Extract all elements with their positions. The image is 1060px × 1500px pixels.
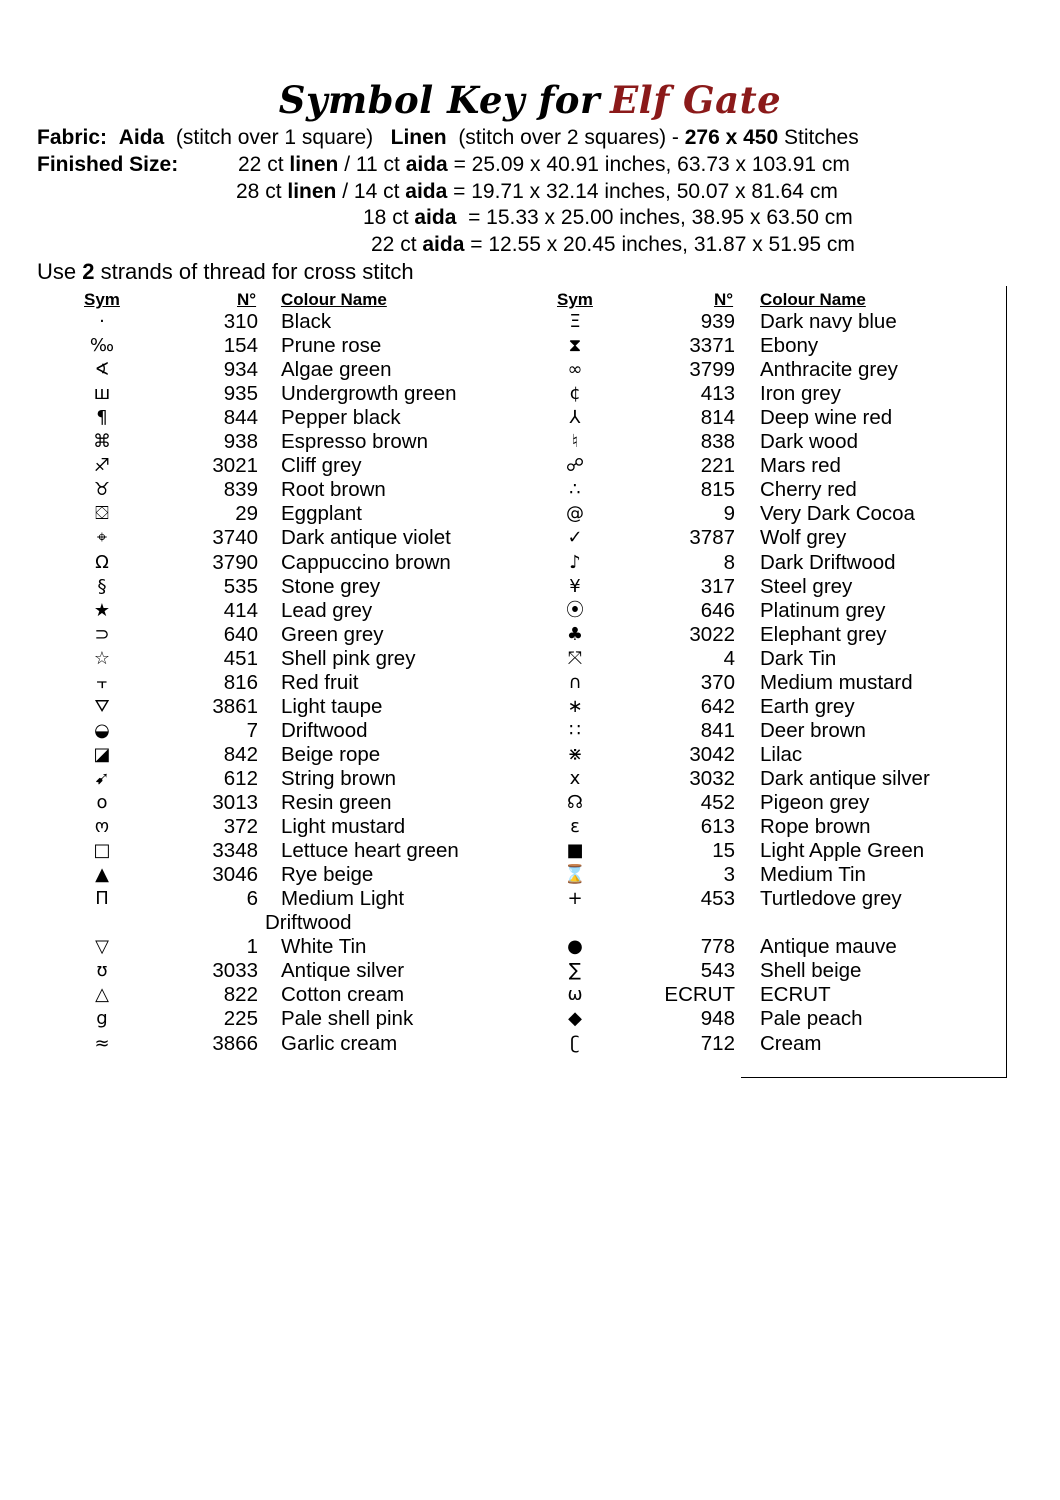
table-row bbox=[0, 599, 1060, 623]
stitch-symbol: ♣ bbox=[566, 623, 584, 645]
table-row bbox=[0, 719, 1060, 743]
colour-name: Pale shell pink bbox=[281, 1007, 414, 1031]
table-row bbox=[0, 983, 1060, 1007]
thread-number: 612 bbox=[223, 766, 258, 790]
colour-name: Light taupe bbox=[281, 694, 383, 718]
stitch-symbol: ◒ bbox=[94, 719, 110, 741]
colour-name: Iron grey bbox=[760, 382, 841, 406]
thread-number: 3 bbox=[723, 863, 735, 887]
thread-number: 372 bbox=[223, 815, 258, 839]
thread-number: 453 bbox=[700, 887, 735, 911]
colour-name: Espresso brown bbox=[281, 430, 428, 454]
stitch-symbol: ≈ bbox=[94, 1032, 110, 1054]
thread-number: 3033 bbox=[212, 959, 258, 983]
fabric-aida: Aida bbox=[118, 126, 165, 149]
stitch-symbol: ¥ bbox=[569, 575, 581, 597]
thread-number: 317 bbox=[700, 574, 735, 598]
strands-pre: Use bbox=[37, 259, 83, 284]
size-line bbox=[238, 152, 850, 178]
size-line-3-post: = 12.55 x 20.45 inches, 31.87 x 51.95 cm bbox=[464, 233, 855, 256]
table-row bbox=[0, 887, 1060, 911]
colour-name: Beige rope bbox=[281, 742, 381, 766]
fabric-linen-note: (stitch over 2 squares) - bbox=[458, 126, 679, 149]
stitch-symbol: ⧗ bbox=[568, 335, 582, 357]
colour-name: Elephant grey bbox=[760, 622, 887, 646]
thread-number: 613 bbox=[700, 815, 735, 839]
colour-name: Turtledove grey bbox=[760, 887, 902, 911]
colour-name: Rope brown bbox=[760, 815, 871, 839]
size-line bbox=[236, 179, 838, 205]
header-sym-right: Sym bbox=[557, 290, 593, 309]
colour-name: White Tin bbox=[281, 935, 367, 959]
colour-name: Deep wine red bbox=[760, 406, 893, 430]
size-line-3-bold1: aida bbox=[422, 233, 465, 256]
finished-size-label-text: Finished Size: bbox=[37, 153, 179, 176]
thread-number: 822 bbox=[223, 983, 258, 1007]
colour-name: Dark Driftwood bbox=[760, 550, 896, 574]
thread-number: 221 bbox=[700, 454, 735, 478]
thread-number: 3021 bbox=[212, 454, 258, 478]
stitch-symbol: Π bbox=[95, 888, 109, 910]
table-row bbox=[0, 767, 1060, 791]
thread-number: 29 bbox=[235, 502, 258, 526]
thread-number: 414 bbox=[223, 598, 258, 622]
stitch-symbol: ⅄ bbox=[569, 407, 581, 429]
size-line-1-pre: 28 ct bbox=[236, 180, 288, 203]
header-name-right: Colour Name bbox=[760, 290, 866, 309]
stitch-symbol: ш bbox=[93, 383, 111, 405]
colour-name: Light mustard bbox=[281, 815, 406, 839]
thread-number: ECRUT bbox=[664, 983, 735, 1007]
thread-number: 543 bbox=[700, 959, 735, 983]
stitch-symbol: Ω bbox=[95, 551, 109, 573]
thread-number: 3348 bbox=[212, 839, 258, 863]
stitch-symbol: ∞ bbox=[567, 359, 583, 381]
thread-number: 838 bbox=[700, 430, 735, 454]
stitch-symbol: ⫟ bbox=[96, 671, 108, 693]
colour-name: Shell pink grey bbox=[281, 646, 416, 670]
colour-name: Cliff grey bbox=[281, 454, 362, 478]
table-border-bottom bbox=[741, 1077, 1007, 1078]
colour-name-continuation: Driftwood bbox=[265, 911, 352, 935]
stitch-symbol: ‰ bbox=[89, 335, 115, 357]
thread-number: 225 bbox=[223, 1007, 258, 1031]
stitch-symbol: ⋇ bbox=[567, 743, 583, 765]
colour-name: Prune rose bbox=[281, 334, 382, 358]
table-border-right bbox=[1006, 286, 1007, 1078]
stitch-symbol: ∗ bbox=[567, 695, 583, 717]
stitch-symbol: □ bbox=[93, 840, 111, 862]
thread-number: 451 bbox=[223, 646, 258, 670]
page-title bbox=[0, 78, 1060, 122]
size-line-0-post: = 25.09 x 40.91 inches, 63.73 x 103.91 cm bbox=[447, 153, 850, 176]
colour-name: Dark antique violet bbox=[281, 526, 451, 550]
stitch-symbol: ⛋ bbox=[95, 503, 109, 525]
table-row bbox=[0, 478, 1060, 502]
stitch-symbol: @ bbox=[566, 503, 584, 525]
size-line-0-pre: 22 ct bbox=[238, 153, 290, 176]
colour-name: Shell beige bbox=[760, 959, 862, 983]
header-num-left: N° bbox=[237, 290, 257, 309]
thread-number: 7 bbox=[246, 718, 258, 742]
stitch-symbol: ¢ bbox=[569, 383, 581, 405]
colour-name: Mars red bbox=[760, 454, 841, 478]
colour-name: Pepper black bbox=[281, 406, 401, 430]
stitch-symbol: ∑ bbox=[568, 960, 582, 982]
thread-number: 413 bbox=[700, 382, 735, 406]
colour-name: Root brown bbox=[281, 478, 386, 502]
stitch-symbol: ⦿ bbox=[566, 599, 584, 621]
stitch-symbol: ⌖ bbox=[96, 527, 108, 549]
size-line-1-bold2: aida bbox=[405, 180, 448, 203]
colour-name: Dark antique silver bbox=[760, 766, 930, 790]
colour-name: Medium Light bbox=[281, 887, 405, 911]
stitch-count: 276 x 450 bbox=[684, 126, 779, 149]
thread-number: 3790 bbox=[212, 550, 258, 574]
thread-number: 3046 bbox=[212, 863, 258, 887]
thread-number: 640 bbox=[223, 622, 258, 646]
stitch-symbol: ʗ bbox=[570, 1032, 580, 1054]
colour-name: Pigeon grey bbox=[760, 791, 870, 814]
stitch-symbol: ω bbox=[567, 984, 583, 1006]
stitch-word: Stitches bbox=[784, 126, 859, 149]
stitch-symbol: ∢ bbox=[94, 359, 110, 381]
thread-number: 15 bbox=[712, 839, 735, 863]
table-row bbox=[0, 575, 1060, 599]
table-row bbox=[0, 959, 1060, 983]
thread-number: 839 bbox=[223, 478, 258, 502]
colour-name: Resin green bbox=[281, 791, 392, 814]
thread-number: 9 bbox=[723, 502, 735, 526]
thread-number: 3799 bbox=[689, 358, 735, 382]
stitch-symbol: ➹ bbox=[94, 767, 110, 789]
colour-name: Cherry red bbox=[760, 478, 857, 502]
colour-name: Cotton cream bbox=[281, 983, 405, 1007]
thread-number: 535 bbox=[223, 574, 258, 598]
stitch-symbol: g bbox=[96, 1008, 108, 1030]
stitch-symbol: ∷ bbox=[569, 719, 581, 741]
colour-name: Lilac bbox=[760, 742, 803, 766]
table-row bbox=[0, 551, 1060, 575]
table-row bbox=[0, 430, 1060, 454]
thread-number: 948 bbox=[700, 1007, 735, 1031]
stitch-symbol: ♐ bbox=[93, 455, 111, 477]
fabric-line bbox=[37, 125, 859, 151]
thread-number: 3032 bbox=[689, 766, 735, 790]
stitch-symbol: + bbox=[567, 888, 583, 910]
stitch-symbol: ☍ bbox=[565, 455, 585, 477]
stitch-symbol: ● bbox=[567, 936, 583, 958]
thread-number: 816 bbox=[223, 670, 258, 694]
thread-number: 3013 bbox=[212, 791, 258, 814]
colour-name: Medium Tin bbox=[760, 863, 866, 887]
size-line-0-mid: / 11 ct bbox=[338, 153, 406, 176]
colour-name: String brown bbox=[281, 766, 397, 790]
thread-number: 815 bbox=[700, 478, 735, 502]
header-num-right: N° bbox=[714, 290, 734, 309]
size-line-2-post: = 15.33 x 25.00 inches, 38.95 x 63.50 cm bbox=[456, 206, 853, 229]
strands-line bbox=[37, 259, 414, 285]
colour-name: Antique silver bbox=[281, 959, 405, 983]
thread-number: 154 bbox=[223, 334, 258, 358]
thread-number: 938 bbox=[223, 430, 258, 454]
table-row bbox=[0, 935, 1060, 959]
table-row bbox=[0, 647, 1060, 671]
strands-count: 2 bbox=[82, 259, 95, 284]
colour-name: Red fruit bbox=[281, 670, 359, 694]
size-line-2-bold1: aida bbox=[414, 206, 457, 229]
colour-name: Lettuce heart green bbox=[281, 839, 459, 863]
colour-name: Steel grey bbox=[760, 574, 853, 598]
stitch-symbol: ▽ bbox=[95, 936, 109, 958]
stitch-symbol: ∩ bbox=[568, 671, 582, 693]
colour-name: ECRUT bbox=[760, 983, 831, 1007]
colour-name: Cappuccino brown bbox=[281, 550, 451, 574]
colour-name: Earth grey bbox=[760, 694, 855, 718]
size-line-3-pre: 22 ct bbox=[371, 233, 423, 256]
size-line bbox=[371, 232, 855, 258]
stitch-symbol: ¶ bbox=[96, 407, 108, 429]
stitch-symbol: ★ bbox=[93, 599, 111, 621]
thread-number: 6 bbox=[246, 887, 258, 911]
thread-number: 841 bbox=[700, 718, 735, 742]
thread-number: 3787 bbox=[689, 526, 735, 550]
colour-name: Antique mauve bbox=[760, 935, 897, 959]
thread-number: 3861 bbox=[212, 694, 258, 718]
stitch-symbol: ☆ bbox=[93, 647, 111, 669]
size-line-0-bold1: linen bbox=[289, 153, 339, 176]
thread-number: 452 bbox=[700, 791, 735, 814]
stitch-symbol: ∴ bbox=[569, 479, 581, 501]
fabric-label: Fabric: bbox=[37, 126, 108, 149]
colour-name: Lead grey bbox=[281, 598, 373, 622]
colour-name: Driftwood bbox=[281, 718, 368, 742]
thread-number: 370 bbox=[700, 670, 735, 694]
size-line-1-bold1: linen bbox=[287, 180, 337, 203]
thread-number: 935 bbox=[223, 382, 258, 406]
size-line-1-mid: / 14 ct bbox=[336, 180, 406, 203]
stitch-symbol: x bbox=[569, 767, 581, 789]
table-row bbox=[0, 454, 1060, 478]
stitch-symbol: ⊃ bbox=[94, 623, 110, 645]
stitch-symbol: ⛛ bbox=[94, 695, 110, 717]
stitch-symbol: ɛ bbox=[570, 816, 580, 838]
stitch-symbol: · bbox=[99, 311, 105, 332]
table-row bbox=[0, 526, 1060, 550]
colour-name: Deer brown bbox=[760, 718, 866, 742]
table-row bbox=[0, 382, 1060, 406]
stitch-symbol: ◆ bbox=[568, 1008, 582, 1030]
colour-name: Ebony bbox=[760, 334, 819, 358]
stitch-symbol: △ bbox=[95, 984, 109, 1006]
stitch-symbol: ⤧ bbox=[567, 647, 583, 669]
stitch-symbol: ♉ bbox=[93, 479, 111, 501]
header-name-left: Colour Name bbox=[281, 290, 387, 309]
stitch-symbol: ʊ bbox=[96, 960, 108, 982]
thread-number: 712 bbox=[700, 1031, 735, 1055]
stitch-symbol: ♮ bbox=[571, 431, 579, 453]
colour-name: Wolf grey bbox=[760, 526, 847, 550]
colour-name: Dark wood bbox=[760, 430, 858, 454]
table-row bbox=[0, 310, 1060, 334]
thread-number: 310 bbox=[223, 310, 258, 333]
colour-name: Eggplant bbox=[281, 502, 362, 526]
stitch-symbol: ⌛ bbox=[563, 864, 587, 886]
stitch-symbol: Ξ bbox=[569, 311, 581, 332]
size-line-0-bold2: aida bbox=[405, 153, 448, 176]
stitch-symbol: ✓ bbox=[567, 527, 583, 549]
stitch-symbol: ☊ bbox=[567, 792, 583, 813]
colour-name: Garlic cream bbox=[281, 1031, 398, 1055]
colour-name: Algae green bbox=[281, 358, 392, 382]
table-row bbox=[0, 863, 1060, 887]
table-row bbox=[0, 1032, 1060, 1056]
colour-name: Very Dark Cocoa bbox=[760, 502, 915, 526]
colour-name: Green grey bbox=[281, 622, 384, 646]
colour-name: Platinum grey bbox=[760, 598, 886, 622]
thread-number: 814 bbox=[700, 406, 735, 430]
table-row bbox=[0, 839, 1060, 863]
thread-number: 3740 bbox=[212, 526, 258, 550]
colour-name: Pale peach bbox=[760, 1007, 863, 1031]
size-line bbox=[363, 205, 853, 231]
colour-name: Medium mustard bbox=[760, 670, 913, 694]
stitch-symbol: ⌘ bbox=[93, 431, 111, 453]
table-row bbox=[0, 623, 1060, 647]
thread-number: 842 bbox=[223, 742, 258, 766]
stitch-symbol: ◪ bbox=[93, 743, 111, 765]
thread-number: 778 bbox=[700, 935, 735, 959]
thread-number: 3371 bbox=[689, 334, 735, 358]
thread-number: 8 bbox=[723, 550, 735, 574]
thread-number: 939 bbox=[700, 310, 735, 333]
table-row bbox=[0, 671, 1060, 695]
strands-post: strands of thread for cross stitch bbox=[94, 259, 414, 284]
table-row bbox=[0, 743, 1060, 767]
thread-number: 4 bbox=[723, 646, 735, 670]
stitch-symbol: ■ bbox=[566, 840, 584, 862]
table-row bbox=[0, 406, 1060, 430]
colour-name: Anthracite grey bbox=[760, 358, 898, 382]
colour-name: Cream bbox=[760, 1031, 822, 1055]
size-line-1-post: = 19.71 x 32.14 inches, 50.07 x 81.64 cm bbox=[447, 180, 838, 203]
table-row bbox=[0, 1007, 1060, 1031]
colour-name: Dark Tin bbox=[760, 646, 837, 670]
colour-name: Light Apple Green bbox=[760, 839, 925, 863]
thread-number: 3022 bbox=[689, 622, 735, 646]
table-row bbox=[0, 815, 1060, 839]
thread-number: 934 bbox=[223, 358, 258, 382]
stitch-symbol: ▲ bbox=[95, 864, 109, 886]
thread-number: 642 bbox=[700, 694, 735, 718]
thread-number: 844 bbox=[223, 406, 258, 430]
fabric-linen: Linen bbox=[390, 126, 447, 149]
colour-name: Stone grey bbox=[281, 574, 381, 598]
table-row bbox=[0, 502, 1060, 526]
thread-number: 1 bbox=[246, 935, 258, 959]
header-sym-left: Sym bbox=[84, 290, 120, 309]
colour-name: Rye beige bbox=[281, 863, 374, 887]
table-row bbox=[0, 358, 1060, 382]
colour-name: Black bbox=[281, 310, 332, 333]
title-prefix: Symbol Key for bbox=[278, 78, 600, 122]
stitch-symbol: ო bbox=[94, 816, 110, 838]
fabric-aida-note: (stitch over 1 square) bbox=[175, 126, 374, 149]
stitch-symbol: § bbox=[97, 575, 107, 597]
stitch-symbol: o bbox=[96, 792, 108, 813]
thread-number: 3866 bbox=[212, 1031, 258, 1055]
thread-number: 3042 bbox=[689, 742, 735, 766]
colour-name: Dark navy blue bbox=[760, 310, 897, 333]
size-line-2-pre: 18 ct bbox=[363, 206, 415, 229]
finished-size-label bbox=[37, 152, 178, 178]
table-row bbox=[0, 791, 1060, 815]
colour-name: Undergrowth green bbox=[281, 382, 457, 406]
table-row bbox=[0, 695, 1060, 719]
thread-number: 646 bbox=[700, 598, 735, 622]
pattern-name: Elf Gate bbox=[609, 78, 782, 122]
stitch-symbol: ♪ bbox=[569, 551, 581, 573]
table-row bbox=[0, 334, 1060, 358]
